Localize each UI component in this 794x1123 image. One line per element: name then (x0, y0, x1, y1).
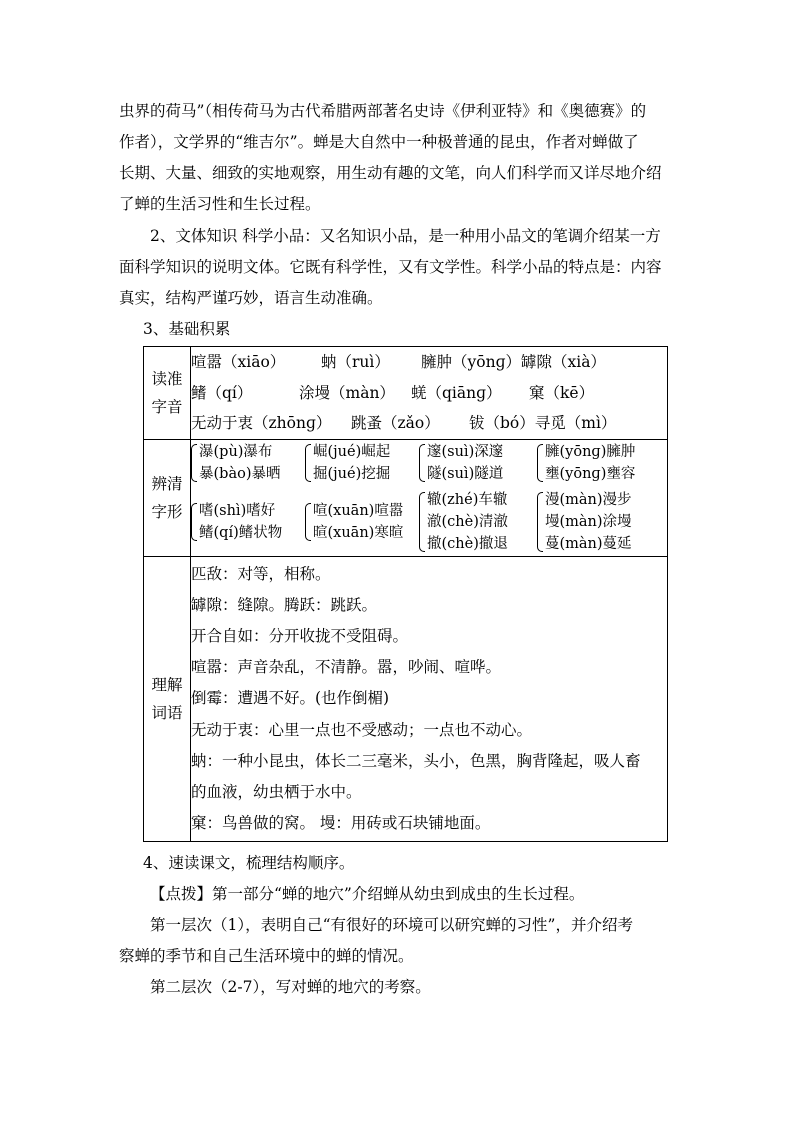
text-line: 长期、大量、细致的实地观察，用生动有趣的文笔，向人们科学而又详尽地介绍 (119, 164, 662, 182)
pronunciation-item: 臃肿（yōnɡ）罅隙（xià） (421, 353, 606, 371)
text-line: 第一层次（1），表明自己“有很好的环境可以研究蝉的习性”，并介绍考 (150, 916, 633, 934)
section-3-heading: 3、基础积累 (143, 320, 231, 338)
char-group: 嗜(shì)嗜好 鳍(qí)鳍状物 (191, 500, 305, 544)
text-line: 了蝉的生活习性和生长过程。 (119, 195, 321, 213)
pronunciation-item: 蜣（qiānɡ） (411, 383, 502, 402)
pronunciation-line (191, 408, 667, 439)
brace-mark (419, 492, 425, 552)
section-4-heading: 4、速读课文，梳理结构顺序。 (143, 854, 355, 872)
section-4-body (119, 879, 677, 1003)
understand-row (144, 556, 668, 842)
brace-mark (191, 503, 197, 541)
text-line: 察蝉的季节和自己生活环境中的蝉的情况。 (119, 947, 414, 965)
definition-line: 罅隙：缝隙。腾跃：跳跃。 (191, 595, 378, 614)
pronunciation-line (191, 378, 667, 409)
char-group: 漫(màn)漫步 墁(màn)涂墁 蔓(màn)蔓延 (537, 489, 651, 555)
char-group: 邃(suì)深邃 隧(suì)隧道 (419, 441, 537, 485)
text-line: 2、文体知识 科学小品：又名知识小品，是一种用小品文的笔调介绍某一方 (150, 227, 661, 245)
brace-mark (537, 444, 543, 482)
pronunciation-item: 鳍（qí） (191, 383, 253, 402)
text-line: 第二层次（2-7），写对蝉的地穴的考察。 (150, 978, 431, 996)
brace-mark (419, 444, 425, 482)
pronunciation-item: 蚋（ruì） (321, 353, 390, 371)
pronunciation-item: 无动于衷（zhōnɡ） (191, 414, 332, 432)
char-group-row (191, 441, 667, 485)
char-group: 喧(xuān)喧嚣 暄(xuān)寒暄 (305, 500, 419, 544)
char-group: 崛(jué)崛起 掘(jué)挖掘 (305, 441, 419, 485)
pronunciation-item: 跳蚤（zǎo） (351, 414, 440, 432)
definition-line: 倒霉：遭遇不好。(也作倒楣) (191, 689, 390, 708)
definition-line: 的血液，幼虫栖于水中。 (191, 782, 362, 801)
read-row (144, 347, 668, 440)
tip-line: 【点拨】第一部分“蝉的地穴”介绍蝉从幼虫到成虫的生长过程。 (150, 885, 585, 903)
definition-line: 开合自如：分开收拢不受阻碍。 (191, 626, 409, 645)
read-label: 读准 字音 (144, 347, 191, 440)
distinguish-row (144, 439, 668, 556)
brace-mark (191, 444, 197, 482)
brace-mark (537, 492, 543, 552)
text-line: 真实，结构严谨巧妙，语言生动准确。 (119, 289, 383, 307)
distinguish-content (191, 439, 668, 556)
understand-content (191, 556, 668, 842)
understand-label: 理解 词语 (144, 556, 191, 842)
definition-line: 窠：鸟兽做的窝。 墁：用砖或石块铺地面。 (191, 814, 491, 833)
vocabulary-table (143, 346, 668, 842)
pronunciation-item: 涂墁（màn） (299, 383, 395, 402)
text-line: 面科学知识的说明文体。它既有科学性，又有文学性。科学小品的特点是：内容 (119, 258, 662, 276)
genre-paragraph (119, 221, 677, 314)
char-group-row (191, 489, 667, 555)
read-content (191, 347, 668, 440)
char-group: 辙(zhé)车辙 澈(chè)清澈 撤(chè)撤退 (419, 489, 537, 555)
char-group: 臃(yōnɡ)臃肿 壅(yōnɡ)壅容 (537, 441, 651, 485)
pronunciation-item: 钹（bó）寻觅（mì） (469, 414, 617, 432)
definition-line: 蚋：一种小昆虫，体长二三毫米，头小，色黑，胸背隆起，吸人畜 (191, 751, 641, 770)
definition-line: 匹敌：对等，相称。 (191, 564, 331, 583)
pronunciation-item: 喧嚣（xiāo） (191, 353, 286, 371)
text-line: 虫界的荷马”（相传荷马为古代希腊两部著名史诗《伊利亚特》和《奥德赛》的 (119, 102, 647, 120)
definition-line: 无动于衷：心里一点也不受感动；一点也不动心。 (191, 720, 533, 739)
pronunciation-line (191, 347, 667, 378)
intro-paragraph (119, 96, 677, 220)
text-line: 作者），文学界的“维吉尔”。蝉是大自然中一种极普通的昆虫，作者对蝉做了 (119, 133, 639, 151)
brace-mark (305, 444, 311, 482)
pronunciation-item: 窠（kē） (529, 383, 595, 402)
distinguish-label: 辨清 字形 (144, 439, 191, 556)
char-group: 瀑(pù)瀑布 暴(bào)暴晒 (191, 441, 305, 485)
definition-line: 喧嚣：声音杂乱，不清静。嚣，吵闹、喧哗。 (191, 658, 502, 677)
brace-mark (305, 503, 311, 541)
